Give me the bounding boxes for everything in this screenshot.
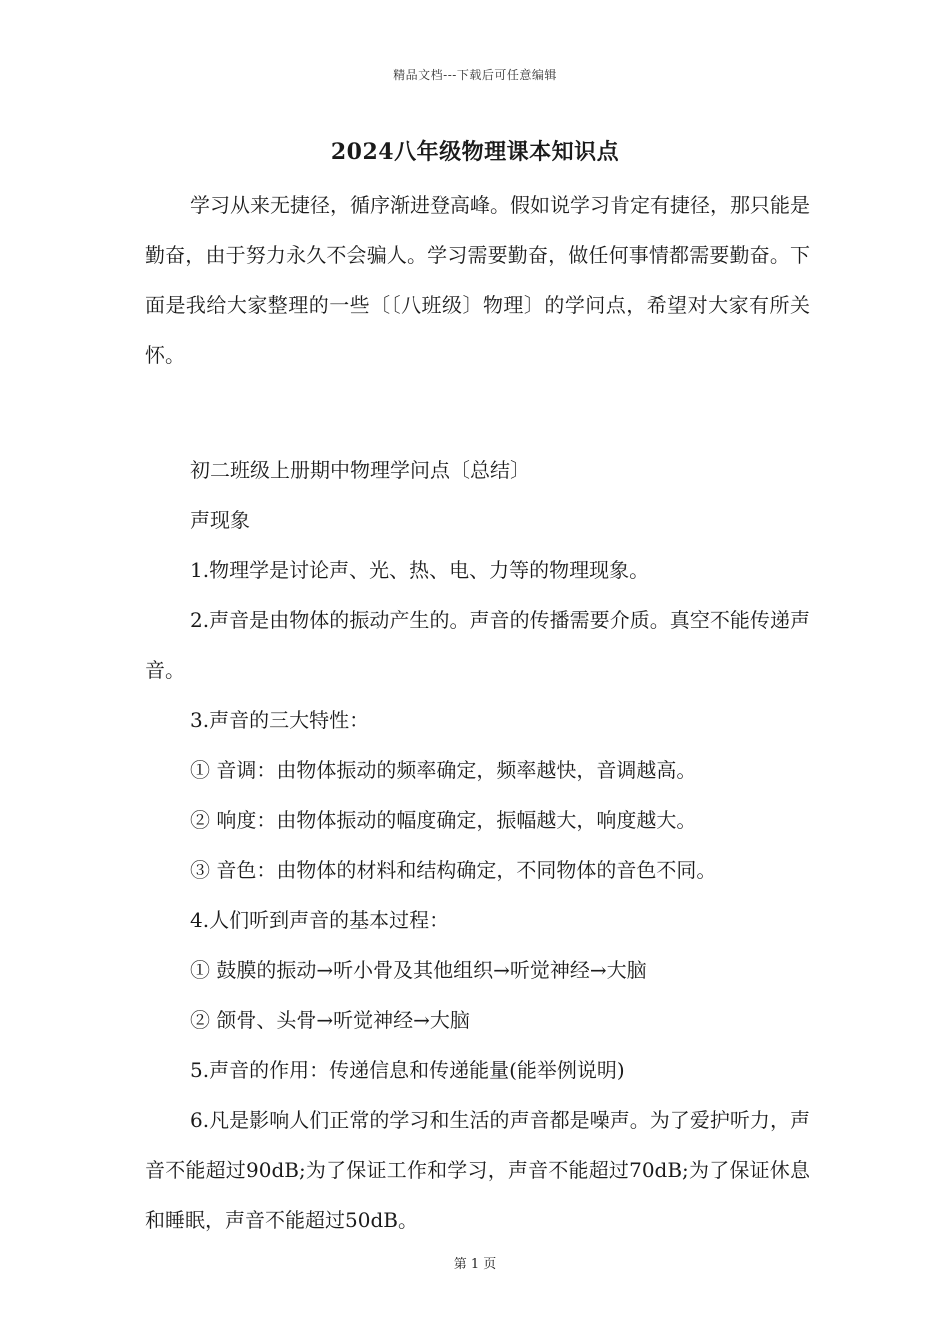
section-heading: 初二班级上册期中物理学问点〔总结〕 (190, 458, 530, 482)
list-item: ② 响度：由物体振动的幅度确定，振幅越大，响度越大。 (190, 808, 697, 832)
list-item: ① 音调：由物体振动的频率确定，频率越快，音调越高。 (190, 758, 697, 782)
section-spacer (145, 380, 810, 445)
subsection-heading: 声现象 (190, 508, 250, 532)
page-header: 精品文档---下载后可任意编辑 (393, 68, 557, 82)
document-body (145, 180, 810, 1245)
list-item: 2.声音是由物体的振动产生的。声音的传播需要介质。真空不能传递声音。 (145, 608, 810, 682)
list-item: ② 颌骨、头骨→听觉神经→大脑 (190, 1008, 470, 1032)
intro-paragraph: 学习从来无捷径，循序渐进登高峰。假如说学习肯定有捷径，那只能是勤奋，由于努力永久不会骗人。学习需要勤奋，做任何事情都需要勤奋。下面是我给大家整理的一些〔〔八班级〕物理〕的学问点，希望对大家有所关怀。 (145, 193, 810, 367)
list-item: 3.声音的三大特性： (190, 708, 370, 732)
list-item: ③ 音色：由物体的材料和结构确定，不同物体的音色不同。 (190, 858, 717, 882)
list-item: 5.声音的作用：传递信息和传递能量(能举例说明) (190, 1058, 625, 1082)
page-footer: 第 1 页 (453, 1257, 497, 1272)
list-item: 4.人们听到声音的基本过程： (190, 908, 450, 932)
document-title: 2024八年级物理课本知识点 (330, 139, 620, 165)
list-item: 1.物理学是讨论声、光、热、电、力等的物理现象。 (190, 558, 650, 582)
list-item: ① 鼓膜的振动→听小骨及其他组织→听觉神经→大脑 (190, 958, 647, 982)
list-item: 6.凡是影响人们正常的学习和生活的声音都是噪声。为了爱护听力，声音不能超过90dB;为了保证工作和学习，声音不能超过70dB;为了保证休息和睡眠，声音不能超过50dB。 (145, 1108, 810, 1232)
